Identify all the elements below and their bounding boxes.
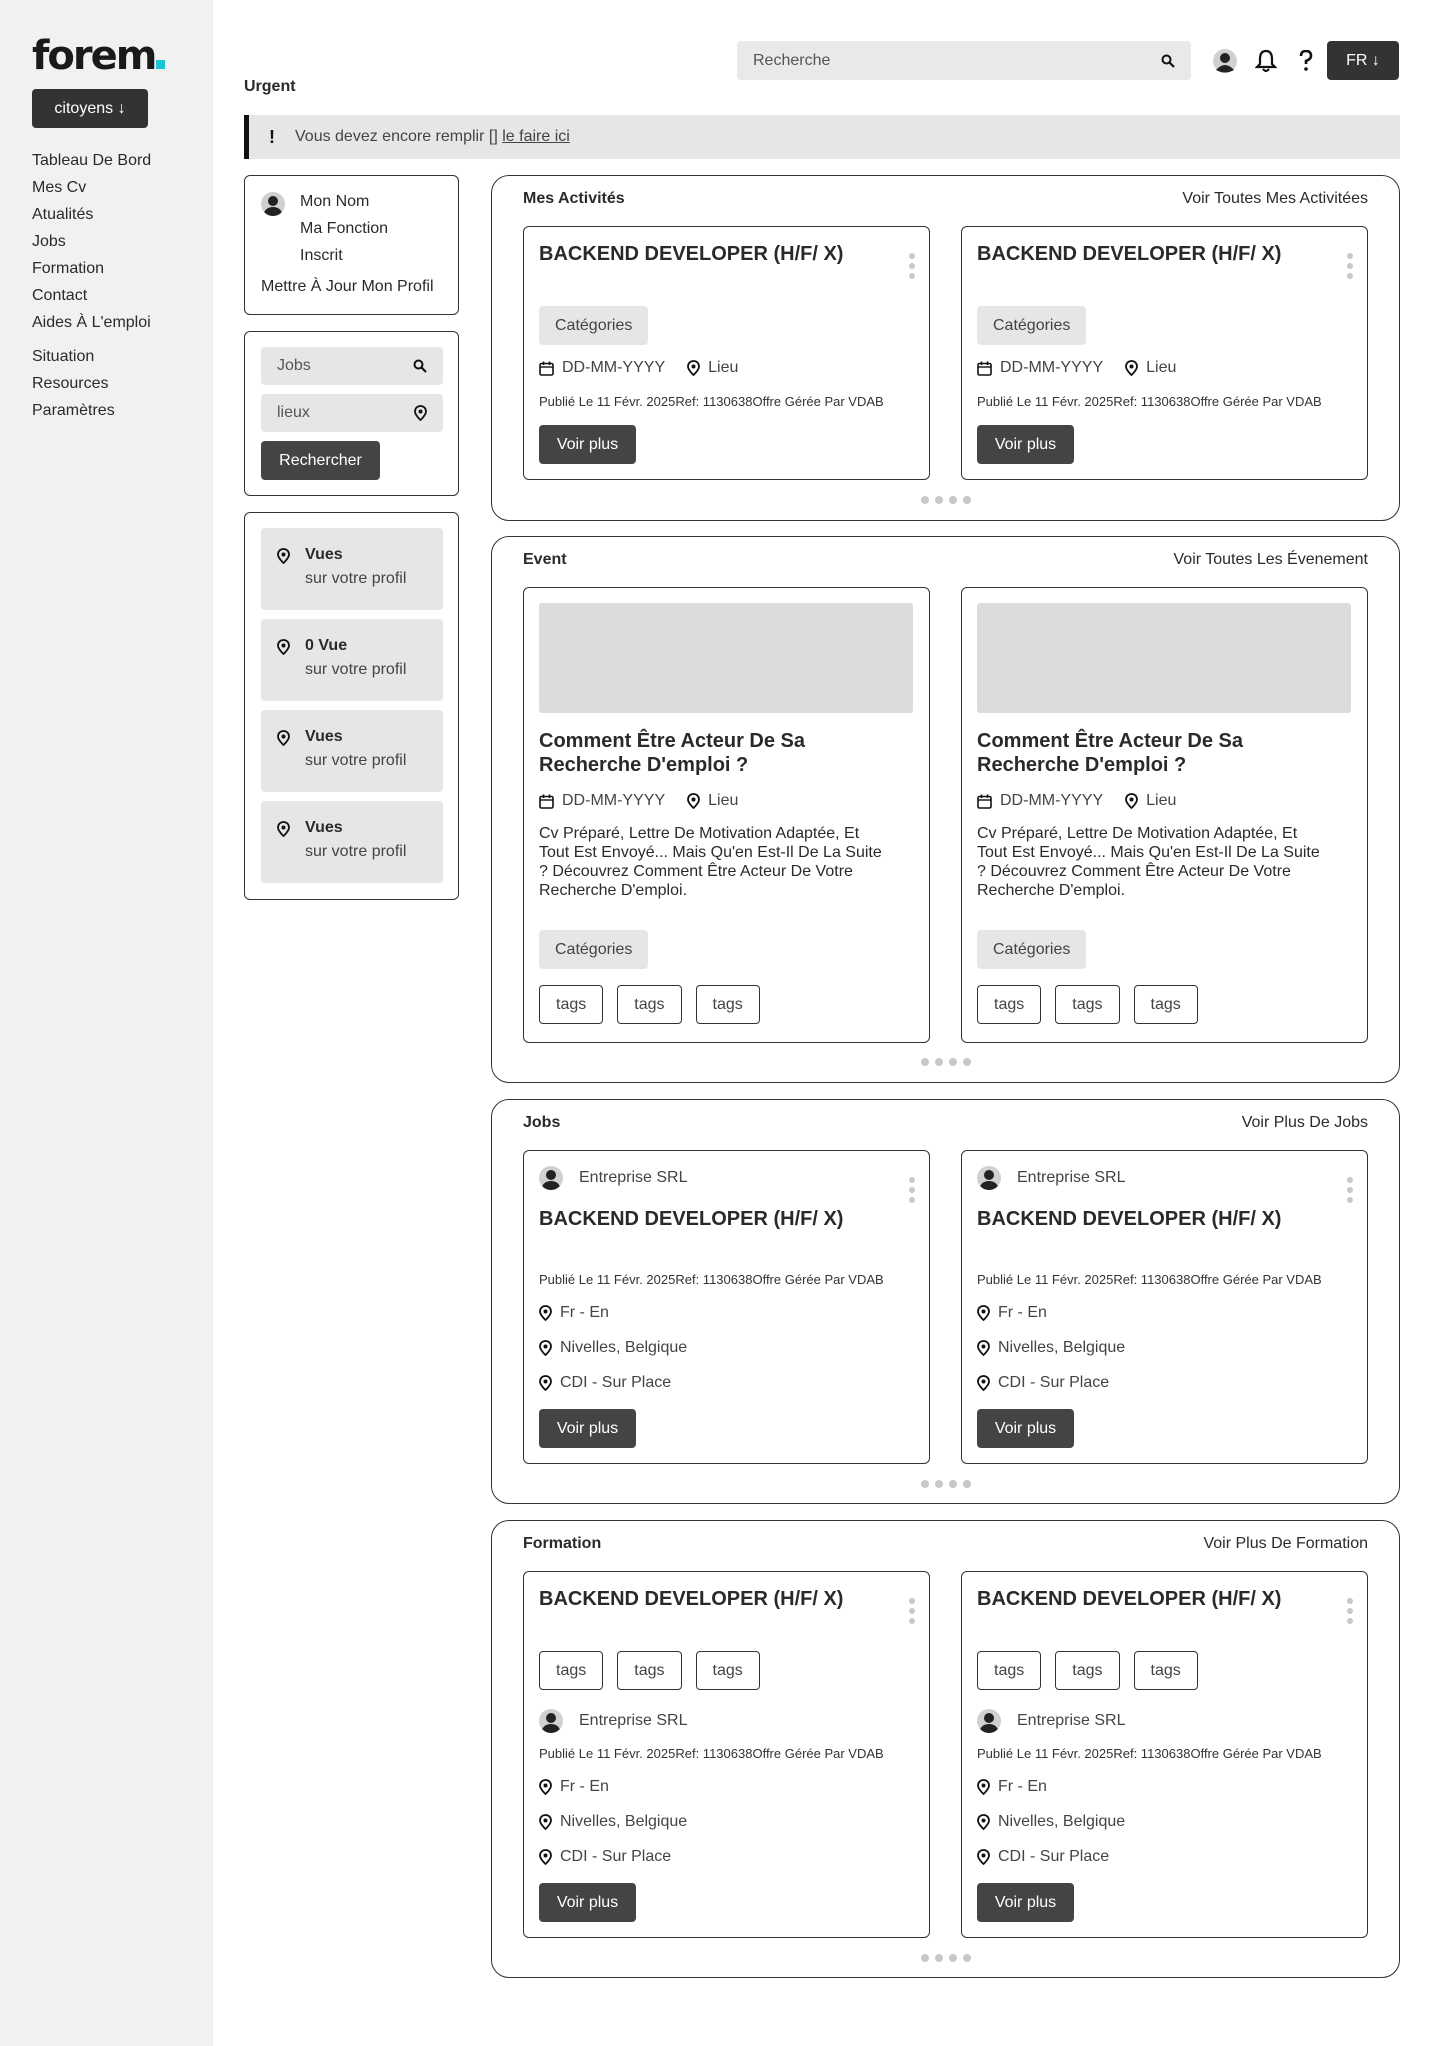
profile-name: Mon Nom	[300, 193, 370, 210]
tag-list	[977, 985, 1198, 1024]
nav-item-settings[interactable]: Paramètres	[32, 402, 115, 419]
location-pin-icon	[687, 360, 700, 376]
stat-title: Vues	[305, 728, 343, 745]
company-avatar	[977, 1166, 1001, 1190]
see-more-button[interactable]: Voir plus	[539, 425, 636, 464]
calendar-icon	[539, 361, 554, 376]
card-published-info: Publié Le 11 Févr. 2025Ref: 1130638Offre Gérée Par VDAB	[539, 1746, 884, 1761]
formation-card	[961, 1571, 1368, 1938]
alert-action-link[interactable]: le faire ici	[502, 128, 570, 145]
stat-subtitle: sur votre profil	[305, 843, 407, 860]
alert-message: Vous devez encore remplir []	[295, 128, 498, 145]
card-date: DD-MM-YYYY	[1000, 359, 1104, 376]
kebab-menu-icon[interactable]	[909, 1177, 915, 1203]
bell-icon[interactable]	[1253, 48, 1279, 74]
company-name: Entreprise SRL	[579, 1712, 688, 1729]
role-selector-button[interactable]: citoyens ↓	[32, 89, 148, 128]
see-more-formation-link[interactable]: Voir Plus De Formation	[1203, 1535, 1368, 1552]
location-pin-icon	[539, 1849, 552, 1865]
category-chip[interactable]: Catégories	[977, 930, 1086, 969]
formation-location: Nivelles, Belgique	[560, 1813, 688, 1830]
formation-language: Fr - En	[998, 1778, 1047, 1795]
location-pin-icon	[977, 1814, 990, 1830]
category-chip[interactable]: Catégories	[977, 306, 1086, 345]
location-pin-icon	[277, 639, 290, 655]
nav-item-employment-aid[interactable]: Aides À L'emploi	[32, 314, 151, 331]
location-pin-icon	[277, 548, 290, 564]
card-published-info: Publié Le 11 Févr. 2025Ref: 1130638Offre Gérée Par VDAB	[977, 394, 1322, 409]
category-chip[interactable]: Catégories	[539, 306, 648, 345]
card-published-info: Publié Le 11 Févr. 2025Ref: 1130638Offre Gérée Par VDAB	[539, 1272, 884, 1287]
profile-function: Ma Fonction	[300, 220, 389, 237]
nav-item-dashboard[interactable]: Tableau De Bord	[32, 152, 152, 169]
company-name: Entreprise SRL	[1017, 1169, 1126, 1186]
see-more-button[interactable]: Voir plus	[539, 1409, 636, 1448]
nav-item-formation[interactable]: Formation	[32, 260, 105, 277]
event-image-placeholder	[539, 603, 913, 713]
tag-chip[interactable]: tags	[617, 985, 681, 1024]
stat-card	[261, 619, 443, 701]
formation-contract: CDI - Sur Place	[560, 1848, 672, 1865]
location-pin-icon	[1125, 793, 1138, 809]
location-pin-icon	[539, 1779, 552, 1795]
card-place: Lieu	[1146, 359, 1177, 376]
formation-section	[491, 1520, 1400, 1978]
card-published-info: Publié Le 11 Févr. 2025Ref: 1130638Offre Gérée Par VDAB	[977, 1272, 1322, 1287]
carousel-pagination[interactable]	[492, 1954, 1399, 1962]
nav-item-jobs[interactable]: Jobs	[32, 233, 66, 250]
carousel-pagination[interactable]	[492, 1480, 1399, 1488]
formation-location: Nivelles, Belgique	[998, 1813, 1126, 1830]
search-icon[interactable]	[1161, 54, 1175, 68]
card-title: Comment Être Acteur De Sa Recherche D'emploi ?	[539, 730, 805, 776]
tag-chip[interactable]: tags	[696, 985, 760, 1024]
stat-card	[261, 710, 443, 792]
event-description: Cv Préparé, Lettre De Motivation Adaptée, Et Tout Est Envoyé... Mais Qu'en Est-Il De La Suite ? Découvrez Comment Être Acteur De Votre Recherche D'emploi.	[539, 825, 882, 899]
job-location: Nivelles, Belgique	[560, 1339, 688, 1356]
activity-card	[961, 226, 1368, 480]
event-image-placeholder	[977, 603, 1351, 713]
tag-chip[interactable]: tags	[977, 1651, 1041, 1690]
stat-subtitle: sur votre profil	[305, 752, 407, 769]
card-title: BACKEND DEVELOPER (H/F/ X)	[977, 243, 1282, 265]
card-title: BACKEND DEVELOPER (H/F/ X)	[977, 1208, 1282, 1230]
tag-list	[539, 1651, 760, 1690]
card-title: BACKEND DEVELOPER (H/F/ X)	[977, 1588, 1282, 1610]
card-date: DD-MM-YYYY	[1000, 792, 1104, 809]
location-pin-icon	[977, 1340, 990, 1356]
job-contract: CDI - Sur Place	[560, 1374, 672, 1391]
stat-title: Vues	[305, 546, 343, 563]
kebab-menu-icon[interactable]	[909, 1598, 915, 1624]
location-pin-icon	[277, 821, 290, 837]
see-more-button[interactable]: Voir plus	[977, 425, 1074, 464]
location-pin-icon	[687, 793, 700, 809]
company-avatar	[977, 1709, 1001, 1733]
job-contract: CDI - Sur Place	[998, 1374, 1110, 1391]
location-pin-icon	[414, 405, 427, 421]
location-pin-icon	[1125, 360, 1138, 376]
location-pin-icon	[539, 1305, 552, 1321]
location-pin-icon	[977, 1849, 990, 1865]
update-profile-link[interactable]: Mettre À Jour Mon Profil	[261, 278, 434, 295]
section-title: Event	[523, 551, 567, 568]
card-place: Lieu	[708, 359, 739, 376]
alert-icon: !	[269, 126, 275, 147]
job-language: Fr - En	[998, 1304, 1047, 1321]
jobs-section	[491, 1099, 1400, 1504]
card-title: BACKEND DEVELOPER (H/F/ X)	[539, 243, 844, 265]
avatar	[261, 192, 285, 216]
tag-chip[interactable]: tags	[1055, 985, 1119, 1024]
card-published-info: Publié Le 11 Févr. 2025Ref: 1130638Offre Gérée Par VDAB	[539, 394, 884, 409]
formation-card	[523, 1571, 930, 1938]
see-more-button[interactable]: Voir plus	[539, 1883, 636, 1922]
primary-nav	[32, 147, 151, 336]
forem-logo[interactable]: forem	[32, 34, 165, 78]
card-published-info: Publié Le 11 Févr. 2025Ref: 1130638Offre Gérée Par VDAB	[977, 1746, 1322, 1761]
card-title: Comment Être Acteur De Sa Recherche D'emploi ?	[977, 730, 1243, 776]
place-search-input[interactable]: lieux	[261, 394, 443, 432]
tag-list	[539, 985, 760, 1024]
job-card	[523, 1150, 930, 1464]
location-pin-icon	[539, 1340, 552, 1356]
location-pin-icon	[977, 1305, 990, 1321]
nav-item-news[interactable]: Atualités	[32, 206, 94, 223]
see-more-jobs-link[interactable]: Voir Plus De Jobs	[1241, 1114, 1368, 1131]
company-avatar	[539, 1166, 563, 1190]
language-selector-button[interactable]: FR ↓	[1327, 41, 1399, 80]
category-chip[interactable]: Catégories	[539, 930, 648, 969]
stat-card	[261, 528, 443, 610]
location-pin-icon	[277, 730, 290, 746]
card-place: Lieu	[1146, 792, 1177, 809]
carousel-pagination[interactable]	[492, 496, 1399, 504]
section-title: Jobs	[523, 1114, 561, 1131]
company-name: Entreprise SRL	[1017, 1712, 1126, 1729]
urgent-alert	[244, 115, 1400, 159]
tag-list	[977, 1651, 1198, 1690]
stat-title: Vues	[305, 819, 343, 836]
secondary-nav	[32, 343, 115, 424]
company-name: Entreprise SRL	[579, 1169, 688, 1186]
stat-title: 0 Vue	[305, 637, 348, 654]
stat-subtitle: sur votre profil	[305, 570, 407, 587]
job-search-panel	[244, 331, 459, 496]
activities-section	[491, 175, 1400, 521]
nav-item-resources[interactable]: Resources	[32, 375, 109, 392]
profile-status: Inscrit	[300, 247, 343, 264]
activity-card	[523, 226, 930, 480]
card-title: BACKEND DEVELOPER (H/F/ X)	[539, 1208, 844, 1230]
tag-chip[interactable]: tags	[1134, 1651, 1198, 1690]
tag-chip[interactable]: tags	[696, 1651, 760, 1690]
company-avatar	[539, 1709, 563, 1733]
location-pin-icon	[539, 1375, 552, 1391]
calendar-icon	[977, 361, 992, 376]
see-more-button[interactable]: Voir plus	[977, 1883, 1074, 1922]
card-place: Lieu	[708, 792, 739, 809]
tag-chip[interactable]: tags	[1055, 1651, 1119, 1690]
logo-accent-dot	[156, 60, 165, 69]
user-avatar-icon[interactable]	[1212, 48, 1238, 74]
global-search-input[interactable]: Recherche	[737, 41, 1191, 80]
formation-contract: CDI - Sur Place	[998, 1848, 1110, 1865]
card-date: DD-MM-YYYY	[562, 359, 666, 376]
job-language: Fr - En	[560, 1304, 609, 1321]
event-card	[961, 587, 1368, 1043]
sidebar	[0, 0, 213, 2046]
profile-stats-panel	[244, 512, 459, 900]
event-card	[523, 587, 930, 1043]
location-pin-icon	[539, 1814, 552, 1830]
job-card	[961, 1150, 1368, 1464]
search-icon	[413, 359, 427, 373]
kebab-menu-icon[interactable]	[1347, 253, 1353, 279]
see-all-activities-link[interactable]: Voir Toutes Mes Activitées	[1182, 190, 1368, 207]
event-description: Cv Préparé, Lettre De Motivation Adaptée, Et Tout Est Envoyé... Mais Qu'en Est-Il De La Suite ? Découvrez Comment Être Acteur De Votre Recherche D'emploi.	[977, 825, 1320, 899]
nav-item-cv[interactable]: Mes Cv	[32, 179, 87, 196]
location-pin-icon	[977, 1375, 990, 1391]
kebab-menu-icon[interactable]	[1347, 1177, 1353, 1203]
carousel-pagination[interactable]	[492, 1058, 1399, 1066]
events-section	[491, 536, 1400, 1083]
location-pin-icon	[977, 1779, 990, 1795]
tag-chip[interactable]: tags	[977, 985, 1041, 1024]
job-location: Nivelles, Belgique	[998, 1339, 1126, 1356]
section-title: Formation	[523, 1535, 602, 1552]
tag-chip[interactable]: tags	[539, 985, 603, 1024]
help-icon[interactable]	[1293, 48, 1319, 74]
stat-subtitle: sur votre profil	[305, 661, 407, 678]
urgent-heading: Urgent	[244, 78, 296, 95]
search-submit-button[interactable]: Rechercher	[261, 441, 380, 480]
calendar-icon	[539, 794, 554, 809]
kebab-menu-icon[interactable]	[1347, 1598, 1353, 1624]
stat-card	[261, 801, 443, 883]
nav-item-situation[interactable]: Situation	[32, 348, 95, 365]
formation-language: Fr - En	[560, 1778, 609, 1795]
card-date: DD-MM-YYYY	[562, 792, 666, 809]
tag-chip[interactable]: tags	[539, 1651, 603, 1690]
jobs-search-input[interactable]: Jobs	[261, 347, 443, 385]
tag-chip[interactable]: tags	[617, 1651, 681, 1690]
kebab-menu-icon[interactable]	[909, 253, 915, 279]
card-title: BACKEND DEVELOPER (H/F/ X)	[539, 1588, 844, 1610]
profile-card	[244, 175, 459, 315]
calendar-icon	[977, 794, 992, 809]
section-title: Mes Activités	[523, 190, 625, 207]
nav-item-contact[interactable]: Contact	[32, 287, 88, 304]
see-more-button[interactable]: Voir plus	[977, 1409, 1074, 1448]
see-all-events-link[interactable]: Voir Toutes Les Évenement	[1173, 551, 1368, 568]
tag-chip[interactable]: tags	[1134, 985, 1198, 1024]
